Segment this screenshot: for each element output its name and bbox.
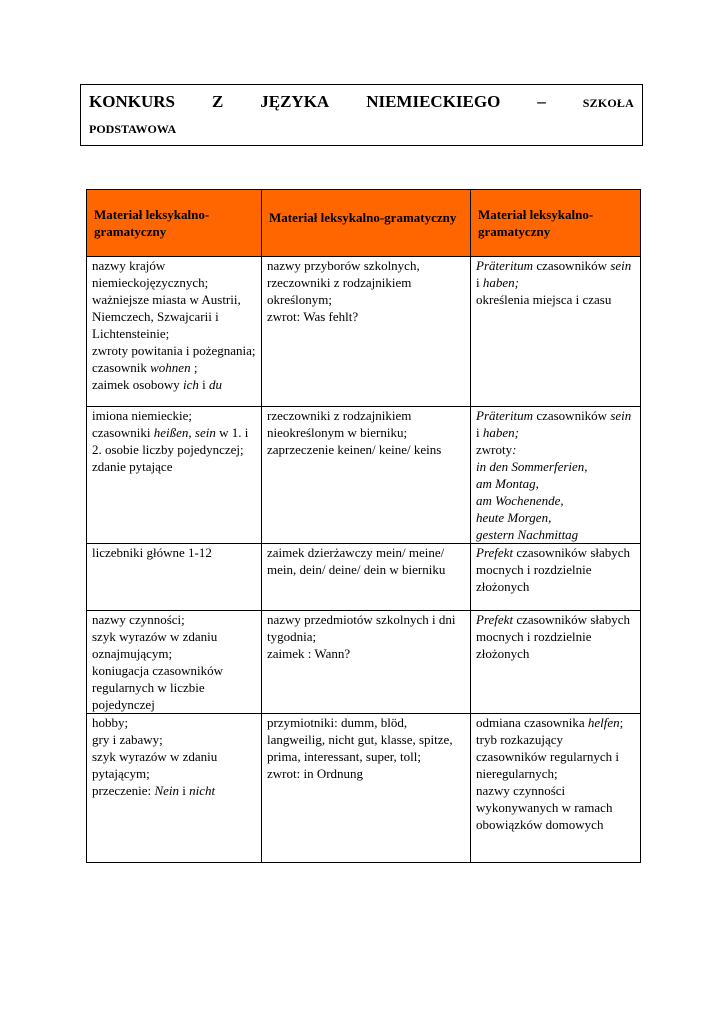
table-cell: nazwy przedmiotów szkolnych i dni tygodnia; zaimek : Wann? <box>262 611 471 714</box>
table-row <box>87 544 641 611</box>
table-row <box>87 611 641 714</box>
title-word: KONKURS <box>89 92 175 111</box>
table-cell: nazwy czynności; szyk wyrazów w zdaniu oznajmującym; koniugacja czasowników regularnych w liczbie pojedynczej <box>87 611 262 714</box>
table-row <box>87 714 641 863</box>
table-row <box>87 257 641 407</box>
title-word: – <box>537 92 546 111</box>
table-cell: Prefekt czasowników słabych mocnych i rozdzielnie złożonych <box>471 544 641 611</box>
curriculum-table <box>86 189 641 863</box>
title-line-1 <box>89 91 634 114</box>
title-word: JĘZYKA <box>260 92 330 111</box>
table-cell: przymiotniki: dumm, blöd, langweilig, nicht gut, klasse, spitze, prima, interessant, super, toll; zwrot: in Ordnung <box>262 714 471 863</box>
table-cell: liczebniki główne 1-12 <box>87 544 262 611</box>
table-cell: Prefekt czasowników słabych mocnych i rozdzielnie złożonych <box>471 611 641 714</box>
table-cell: Präteritum czasowników sein i haben; zwroty: in den Sommerferien, am Montag, am Wochenende, heute Morgen, gestern Nachmittag <box>471 407 641 544</box>
table-row <box>87 407 641 544</box>
column-header: Materiał leksykalno-gramatyczny <box>262 190 471 257</box>
title-word: Z <box>211 92 224 111</box>
table-header-row <box>87 190 641 257</box>
table-cell: odmiana czasownika helfen; tryb rozkazujący czasowników regularnych i nieregularnych; nazwy czynności wykonywanych w ramach obowiązków domowych <box>471 714 641 863</box>
column-header: Materiał leksykalno-gramatyczny <box>471 190 641 257</box>
table-cell: imiona niemieckie; czasowniki heißen, sein w 1. i 2. osobie liczby pojedynczej; zdanie pytające <box>87 407 262 544</box>
title-box <box>80 84 643 146</box>
table-cell: nazwy przyborów szkolnych, rzeczowniki z rodzajnikiem określonym; zwrot: Was fehlt? <box>262 257 471 407</box>
table-cell: rzeczowniki z rodzajnikiem nieokreślonym w bierniku; zaprzeczenie keinen/ keine/ keins <box>262 407 471 544</box>
title-line-2: PODSTAWOWA <box>89 122 177 136</box>
title-word: SZKOŁA <box>582 96 634 110</box>
title-word: NIEMIECKIEGO <box>366 92 501 111</box>
table-cell: hobby; gry i zabawy; szyk wyrazów w zdaniu pytającym; przeczenie: Nein i nicht <box>87 714 262 863</box>
table-cell: zaimek dzierżawczy mein/ meine/ mein, dein/ deine/ dein w bierniku <box>262 544 471 611</box>
table-cell: nazwy krajów niemieckojęzycznych; ważniejsze miasta w Austrii, Niemczech, Szwajcarii i Lichtensteinie; zwroty powitania i pożegnania; czasownik wohnen ; zaimek osobowy ich i du <box>87 257 262 407</box>
table-cell: Präteritum czasowników sein i haben; określenia miejsca i czasu <box>471 257 641 407</box>
column-header: Materiał leksykalno-gramatyczny <box>87 190 262 257</box>
